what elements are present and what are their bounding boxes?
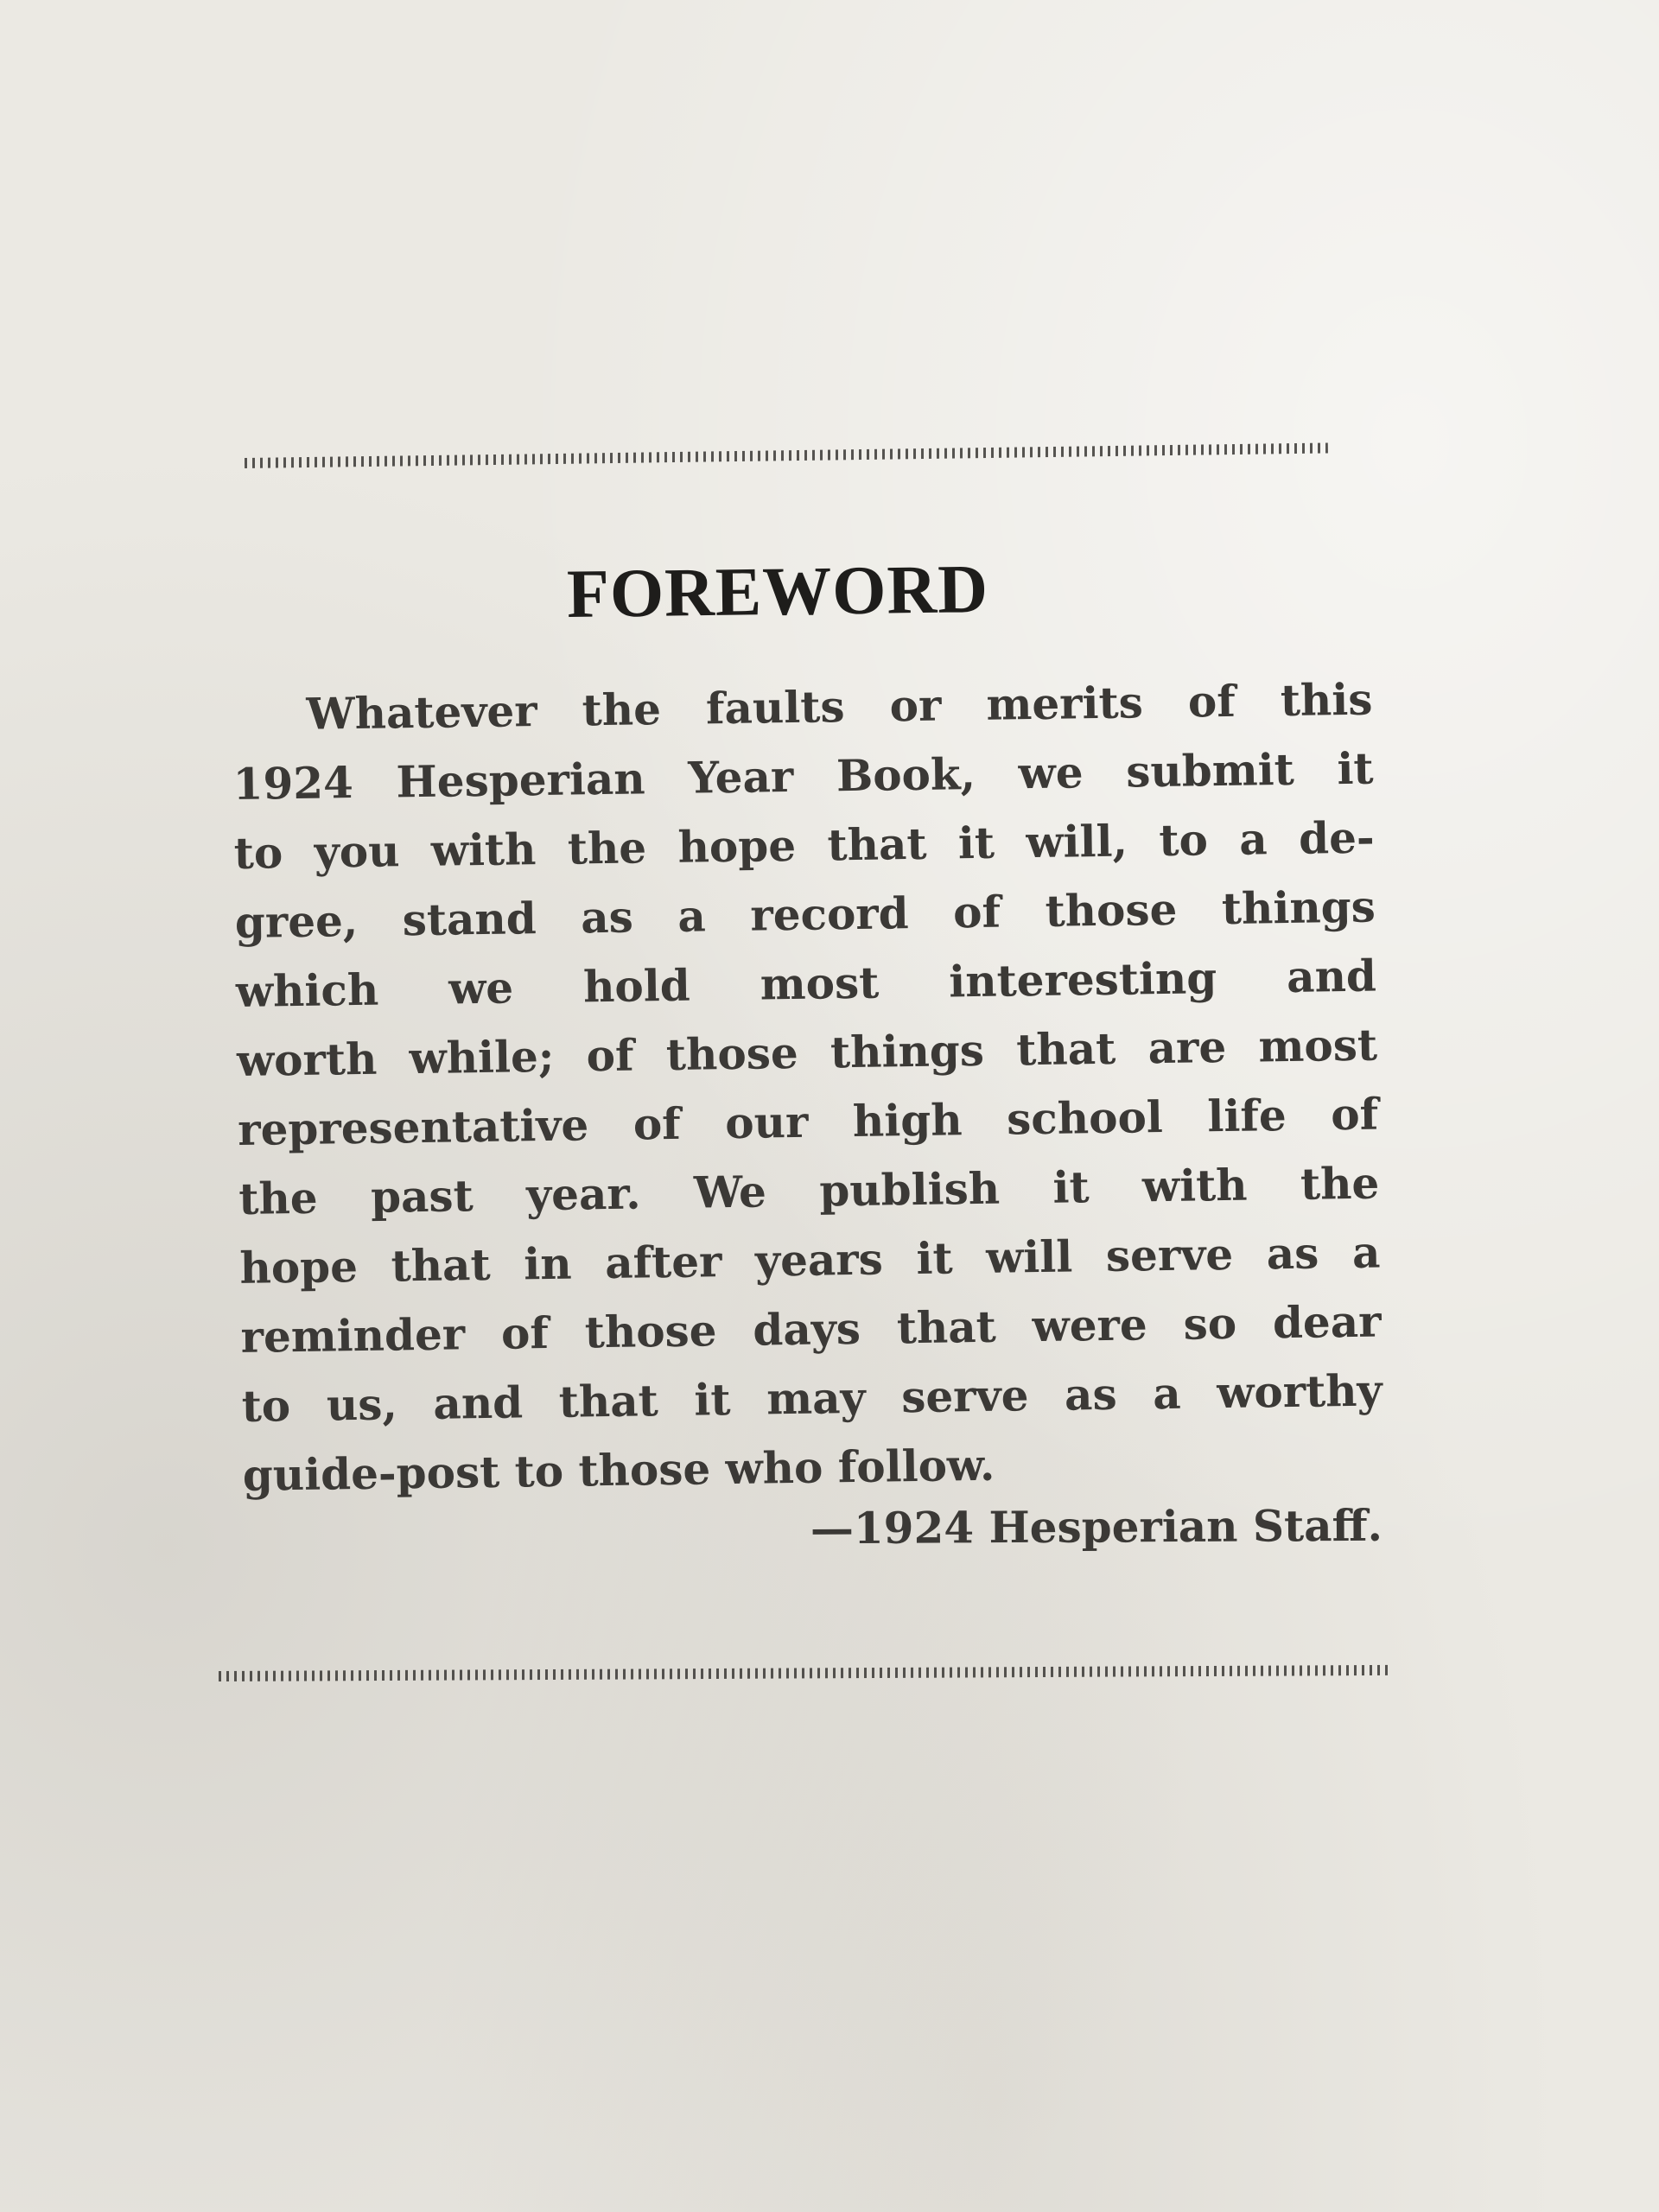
paragraph-line: representative of our high school life of bbox=[237, 1088, 1379, 1155]
foreword-paragraph bbox=[232, 665, 1383, 1510]
paragraph-line: hope that in after years it will serve as a bbox=[239, 1226, 1381, 1294]
paragraph-line: which we hold most interesting and bbox=[235, 950, 1377, 1017]
paragraph-line: the past year. We publish it with the bbox=[238, 1157, 1380, 1224]
paragraph-line: worth while; of those things that are most bbox=[236, 1019, 1378, 1086]
paragraph-line: reminder of those days that were so dear bbox=[240, 1295, 1382, 1363]
signature-line: —1924 Hesperian Staff. bbox=[810, 1499, 1383, 1554]
top-dotted-rule bbox=[245, 442, 1328, 468]
paragraph-line: to us, and that it may serve as a worthy bbox=[241, 1364, 1383, 1432]
paragraph-line: guide-post to those who follow. bbox=[242, 1439, 995, 1501]
page-title: FOREWORD bbox=[566, 551, 989, 632]
paragraph-line: Whatever the faults or merits of this bbox=[306, 673, 1373, 740]
paragraph-line: gree, stand as a record of those things bbox=[234, 880, 1376, 948]
paragraph-line: 1924 Hesperian Year Book, we submit it bbox=[232, 742, 1374, 810]
paragraph-line: to you with the hope that it will, to a de- bbox=[233, 811, 1376, 879]
bottom-dotted-rule bbox=[219, 1665, 1389, 1681]
